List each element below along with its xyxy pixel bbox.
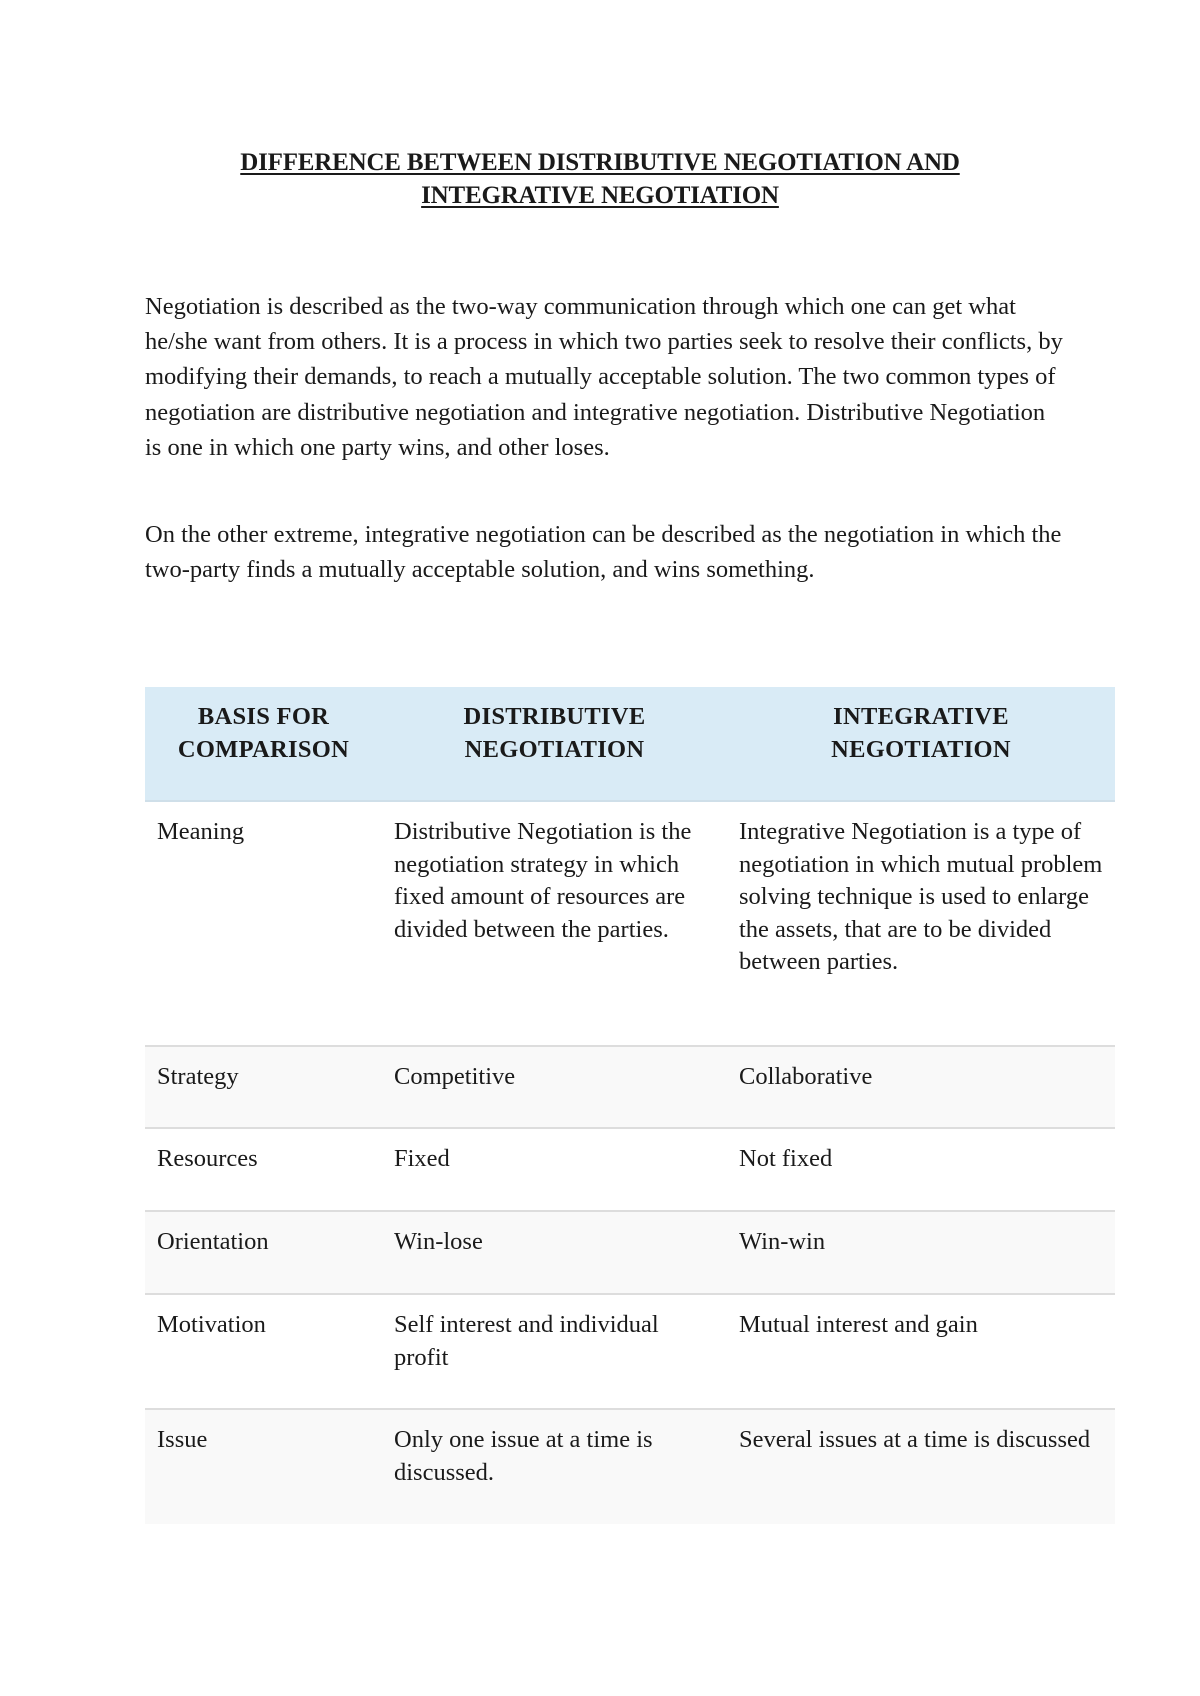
cell-distributive: Win-lose bbox=[382, 1211, 727, 1294]
header-distributive-negotiation bbox=[382, 687, 727, 801]
table-row-orientation bbox=[145, 1211, 1115, 1294]
table-row-issue bbox=[145, 1409, 1115, 1524]
title-line-1: DIFFERENCE BETWEEN DISTRIBUTIVE NEGOTIATION AND bbox=[240, 149, 960, 176]
cell-basis: Issue bbox=[145, 1409, 382, 1524]
comparison-table bbox=[145, 687, 1115, 1524]
cell-integrative: Several issues at a time is discussed bbox=[727, 1409, 1115, 1524]
cell-distributive: Only one issue at a time is discussed. bbox=[382, 1409, 727, 1524]
table-header-row bbox=[145, 687, 1115, 801]
cell-basis: Meaning bbox=[145, 801, 382, 1046]
header-distributive-line-1: DISTRIBUTIVE bbox=[463, 703, 646, 730]
intro-paragraph: Negotiation is described as the two-way communication through which one can get what he/she want from others. It is a process in which two parties seek to resolve their conflicts, by modifying their demands, to reach a mutually acceptable solution. The two common types of negotiation are distributive negotiation and integrative negotiation. Distributive Negotiation is one in which one party wins, and other loses. bbox=[145, 293, 1063, 461]
table-row-motivation bbox=[145, 1294, 1115, 1409]
table-row-strategy bbox=[145, 1046, 1115, 1128]
header-integrative-negotiation bbox=[727, 687, 1115, 801]
cell-integrative: Integrative Negotiation is a type of negotiation in which mutual problem solving technique is used to enlarge the assets, that are to be divided between parties. bbox=[727, 801, 1115, 1046]
document-title bbox=[145, 146, 1055, 212]
cell-basis: Resources bbox=[145, 1128, 382, 1211]
cell-basis: Strategy bbox=[145, 1046, 382, 1128]
second-paragraph: On the other extreme, integrative negotiation can be described as the negotiation in which the two-party finds a mutually acceptable solution, and wins something. bbox=[145, 521, 1062, 584]
cell-distributive: Self interest and individual profit bbox=[382, 1294, 727, 1409]
cell-distributive: Distributive Negotiation is the negotiation strategy in which fixed amount of resources are divided between the parties. bbox=[382, 801, 727, 1046]
cell-integrative: Win-win bbox=[727, 1211, 1115, 1294]
cell-basis: Motivation bbox=[145, 1294, 382, 1409]
cell-basis: Orientation bbox=[145, 1211, 382, 1294]
header-basis-line-2: COMPARISON bbox=[177, 735, 350, 763]
cell-integrative: Collaborative bbox=[727, 1046, 1115, 1128]
header-integrative-line-1: INTEGRATIVE bbox=[833, 703, 1009, 730]
cell-distributive: Fixed bbox=[382, 1128, 727, 1211]
cell-integrative: Mutual interest and gain bbox=[727, 1294, 1115, 1409]
cell-distributive: Competitive bbox=[382, 1046, 727, 1128]
table-row-resources bbox=[145, 1128, 1115, 1211]
title-line-2: INTEGRATIVE NEGOTIATION bbox=[421, 182, 779, 209]
header-basis-for-comparison bbox=[145, 687, 382, 801]
table-row-meaning bbox=[145, 801, 1115, 1046]
header-integrative-line-2: NEGOTIATION bbox=[831, 735, 1011, 763]
header-distributive-line-2: NEGOTIATION bbox=[464, 735, 645, 763]
header-basis-line-1: BASIS FOR bbox=[197, 703, 330, 730]
cell-integrative: Not fixed bbox=[727, 1128, 1115, 1211]
